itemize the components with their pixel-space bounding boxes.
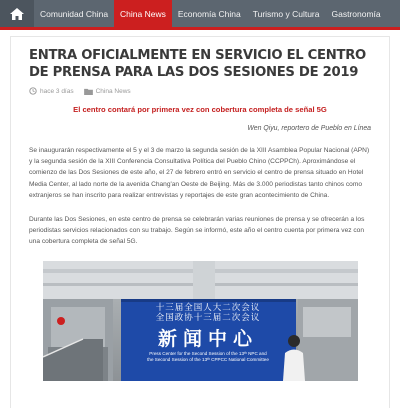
article-author: Wen Qiyu, reportero de Pueblo en Línea — [247, 125, 371, 132]
banner-en-line1: Press Center for the Second Session of the 13ᵗʰ NPC and — [149, 350, 267, 356]
nav-item-economia-china[interactable]: Economía China — [177, 8, 241, 19]
article-title: ENTRA OFICIALMENTE EN SERVICIO EL CENTRO DE PRENSA PARA LAS DOS SESIONES DE 2019 — [29, 48, 366, 80]
nav-item-china-news[interactable]: China News — [114, 0, 172, 27]
article-category-link[interactable]: China News — [95, 87, 131, 95]
article-meta — [29, 87, 371, 95]
clock-icon — [29, 87, 37, 95]
person-figure — [279, 333, 309, 381]
banner-big-title: 新闻中心 — [157, 327, 258, 350]
article-container — [10, 36, 390, 408]
home-icon — [10, 8, 24, 20]
article-date: hace 3 días — [40, 87, 74, 95]
nav-item-turismo-cultura[interactable]: Turismo y Cultura — [252, 8, 320, 19]
article-photo — [43, 261, 358, 381]
home-button[interactable] — [0, 0, 34, 27]
banner-en-line2: the Second Session of the 13ᵗʰ CPPCC National Committee — [147, 356, 269, 362]
article-subtitle: El centro contará por primera vez con cobertura completa de señal 5G — [73, 105, 327, 114]
article-paragraph-1: Se inaugurarán respectivamente el 5 y el 3 de marzo la segunda sesión de la XIII Asamblea Popular Nacional (APN) y la segunda sesión de la XIII Conferencia Consultativa Política del Pueblo Chino (CCPPCh). Aproximándose el comienzo de las Dos Sesiones de este año, el 27 de febrero entró en servicio el centro de prensa situado en Hotel Media Center, al lado norte de la avenida Chang'an Oeste de Beijing. Más de 3.000 periodistas tanto chinos como extranjeros se han inscrito para realizar entrevistas y reportajes de este gran acontecimiento de China. — [29, 147, 370, 199]
banner-cn-line1: 十三届全国人大二次会议 — [155, 302, 261, 313]
nav-item-comunidad-china[interactable]: Comunidad China — [40, 8, 109, 19]
banner-text — [121, 303, 296, 363]
folder-icon — [84, 88, 93, 95]
top-navigation — [0, 0, 400, 30]
banner-cn-line2: 全国政协十三届二次会议 — [155, 312, 261, 323]
article-paragraph-2: Durante las Dos Sesiones, en este centro de prensa se celebrarán varias reuniones de prensa y se ofrecerán a los periodistas servicios relacionados con su trabajo. Según se informó, este año el centro cuenta por primera vez con una cobertura completa de señal 5G. — [29, 216, 365, 246]
nav-item-gastronomia[interactable]: Gastronomía — [331, 8, 381, 19]
